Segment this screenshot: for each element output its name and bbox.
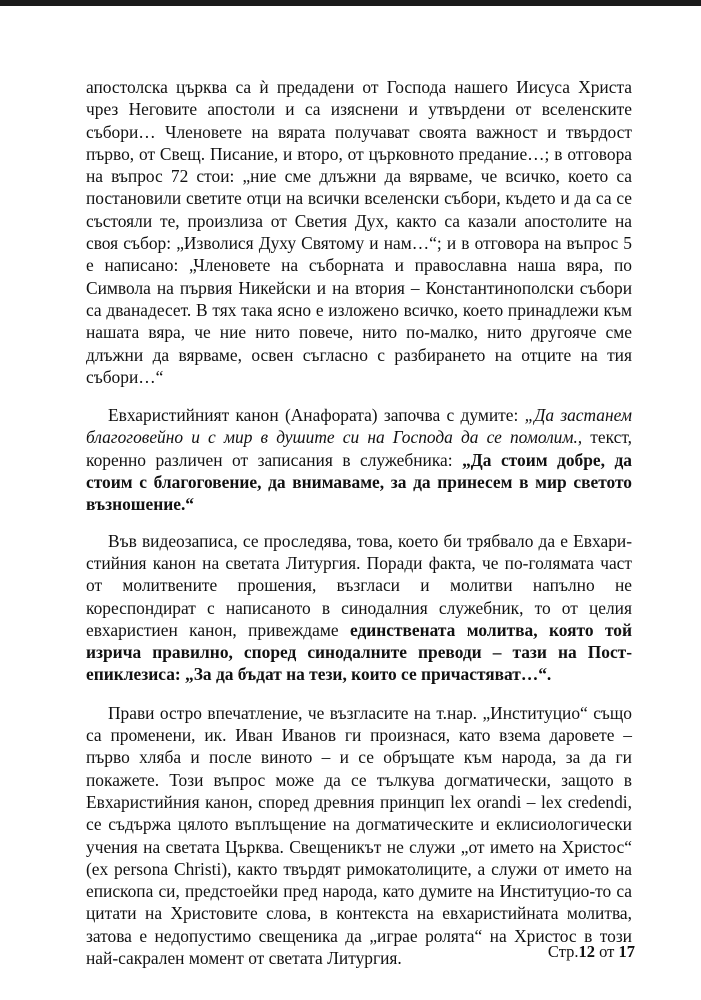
page-number-prefix: Стр. (547, 942, 579, 961)
paragraph-continuation: апостолска църква са ѝ предадени от Господа нашего Иисуса Христа чрез Неговите апостоли и са изяснени и утвърдени от вселенските събори… Членовете на вярата получават своята важност и твърдост първо, от Свещ. Писание, и второ, от църковното предание…; в отговора на въпрос 72 стои: „ние сме длъжни да вярваме, че всичко, което са постановили светите отци на всички вселенски събори, където и да са се състояли те, произлиза от Светия Дух, както са казали апостолите на своя събор: „Изволися Духу Святому и нам…“; и в отговора на въпрос 5 е написано: „Членовете на съборната и православна наша вяра, по Символа на първия Никейски и на втория – Константинополски събори са дванадесет. В тях така ясно е изложено всичко, което принадлежи към нашата вяра, че ние нито повече, нито по-малко, нито другояче сме длъжни да вярваме, освен съгласно с разбирането на отците на тия събори…“ (86, 77, 632, 387)
anaphora-quote-italic: „Да застанем благоговейно и с мир в душите си на Господа да се помолим., (86, 405, 632, 448)
anaphora-quote-bold: „Да стоим добре, да стоим с благоговение, да внимаваме, за да принесем в мир светото възношение.“ (86, 449, 632, 515)
paragraph-video-record (86, 530, 632, 686)
anaphora-intro: Евхаристийният канон (Анафората) започва с думите: (108, 405, 525, 426)
page-number (548, 942, 635, 962)
video-record-bold: единствената молитва, която той изрича правилно, според синодалните преводи – тази на Пост-епиклезиса: „За да бъдат на тези, които се причастяват…“. (86, 619, 632, 685)
paragraph-institutio: Прави остро впечатление, че възгласите на т.нар. „Институцио“ също са променени, ик. Иван Иванов ги произнася, като взема даровете – първо хляба и после виното – и се обръщате към народа, за да ги покажете. Този въпрос може да се тълкува догматически, защото в Евхаристийния канон, според древния принцип lex orandi – lex credendi, се съдържа цялото въплъщение на догматическите и еклисиологически учения на светата Църква. Свещеникът не служи „от името на Христос“ (ex persona Christi), както твърдят римокатолиците, а служи от името на епископа си, предстоейки пред народа, като думите на Институцио-то са цитати на Христовите слова, в контекста на евхаристийната молитва, затова е недопустимо свещеника да „играе ролята“ на Христос в този най-сакрален момент от светата Литургия. (86, 702, 632, 968)
paragraph-anaphora (86, 404, 632, 515)
document-body (86, 76, 632, 969)
page-number-total: 17 (618, 942, 635, 961)
video-record-text: Във видеозаписа, се проследява, това, което би трябвало да е Евхаристийния канон на светата Литургия. Поради факта, че по-голямата част от молитвените прошения, възгласи и молитви напълно не кореспондират с написаното в синодалния служебник, то от целия евхаристиен канон, привеждаме (86, 530, 632, 640)
page-number-current: 12 (578, 942, 595, 961)
page-number-separator: от (595, 942, 619, 961)
anaphora-middle: текст, коренно различен от записания в служебника: (86, 427, 632, 470)
scan-top-border (0, 0, 701, 6)
